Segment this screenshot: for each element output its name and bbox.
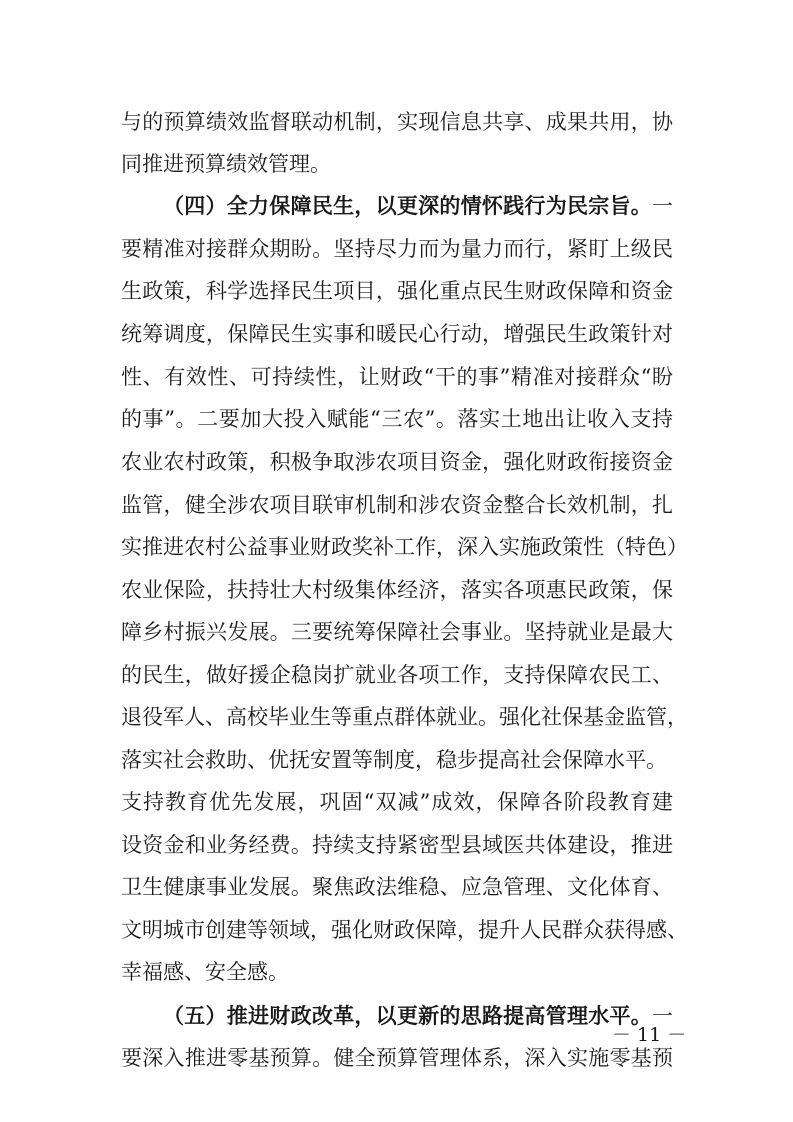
body-text-line: 要精准对接群众期盼。坚持尽力而为量力而行，紧盯上级民 xyxy=(121,237,673,261)
body-text-line: 生政策，科学选择民生项目，强化重点民生财政保障和资金 xyxy=(121,279,673,303)
body-text-line: 与的预算绩效监督联动机制，实现信息共享、成果共用，协 xyxy=(121,110,673,134)
body-text-line: 农业农村政策，积极争取涉农项目资金，强化财政衔接资金 xyxy=(121,450,673,474)
body-text-line: 统筹调度，保障民生实事和暖民心行动，增强民生政策针对 xyxy=(121,322,673,346)
body-text-line: 性、有效性、可持续性，让财政“干的事”精准对接群众“盼 xyxy=(121,365,673,389)
section-heading: （四）全力保障民生，以更深的情怀践行为民宗旨。 xyxy=(163,193,652,218)
section-heading-line xyxy=(163,996,673,1036)
body-text: 一 xyxy=(652,1004,673,1028)
section-heading: （五）推进财政改革，以更新的思路提高管理水平。 xyxy=(163,1003,652,1028)
body-text-line: 监管，健全涉农项目联审机制和涉农资金整合长效机制，扎 xyxy=(121,493,673,517)
body-text-line: 农业保险，扶持壮大村级集体经济，落实各项惠民政策，保 xyxy=(121,578,673,602)
body-text-line: 退役军人、高校毕业生等重点群体就业。强化社保基金监管， xyxy=(121,705,688,729)
body-text-line: 的事”。二要加大投入赋能“三农”。落实土地出让收入支持 xyxy=(121,407,673,431)
body-text-line: 的民生，做好援企稳岗扩就业各项工作，支持保障农民工、 xyxy=(121,663,673,687)
body-text-line: 支持教育优先发展，巩固“双减”成效，保障各阶段教育建 xyxy=(121,790,673,814)
body-text-line: 要深入推进零基预算。健全预算管理体系，深入实施零基预 xyxy=(121,1046,673,1070)
body-text-line: 障乡村振兴发展。三要统筹保障社会事业。坚持就业是最大 xyxy=(121,620,673,644)
body-text-line: 幸福感、安全感。 xyxy=(121,960,289,984)
body-text-line: 卫生健康事业发展。聚焦政法维稳、应急管理、文化体育、 xyxy=(121,875,673,899)
body-text-line: 同推进预算绩效管理。 xyxy=(121,152,331,176)
section-heading-line xyxy=(163,186,673,226)
body-text-line: 落实社会救助、优抚安置等制度，稳步提高社会保障水平。 xyxy=(121,748,667,772)
body-text: 一 xyxy=(652,194,673,218)
body-text-line: 设资金和业务经费。持续支持紧密型县域医共体建设，推进 xyxy=(121,833,673,857)
page-number: － 11 － xyxy=(612,1024,687,1046)
body-text-line: 实推进农村公益事业财政奖补工作，深入实施政策性（特色） xyxy=(121,535,688,559)
body-text-line: 文明城市创建等领域，强化财政保障，提升人民群众获得感、 xyxy=(121,918,688,942)
